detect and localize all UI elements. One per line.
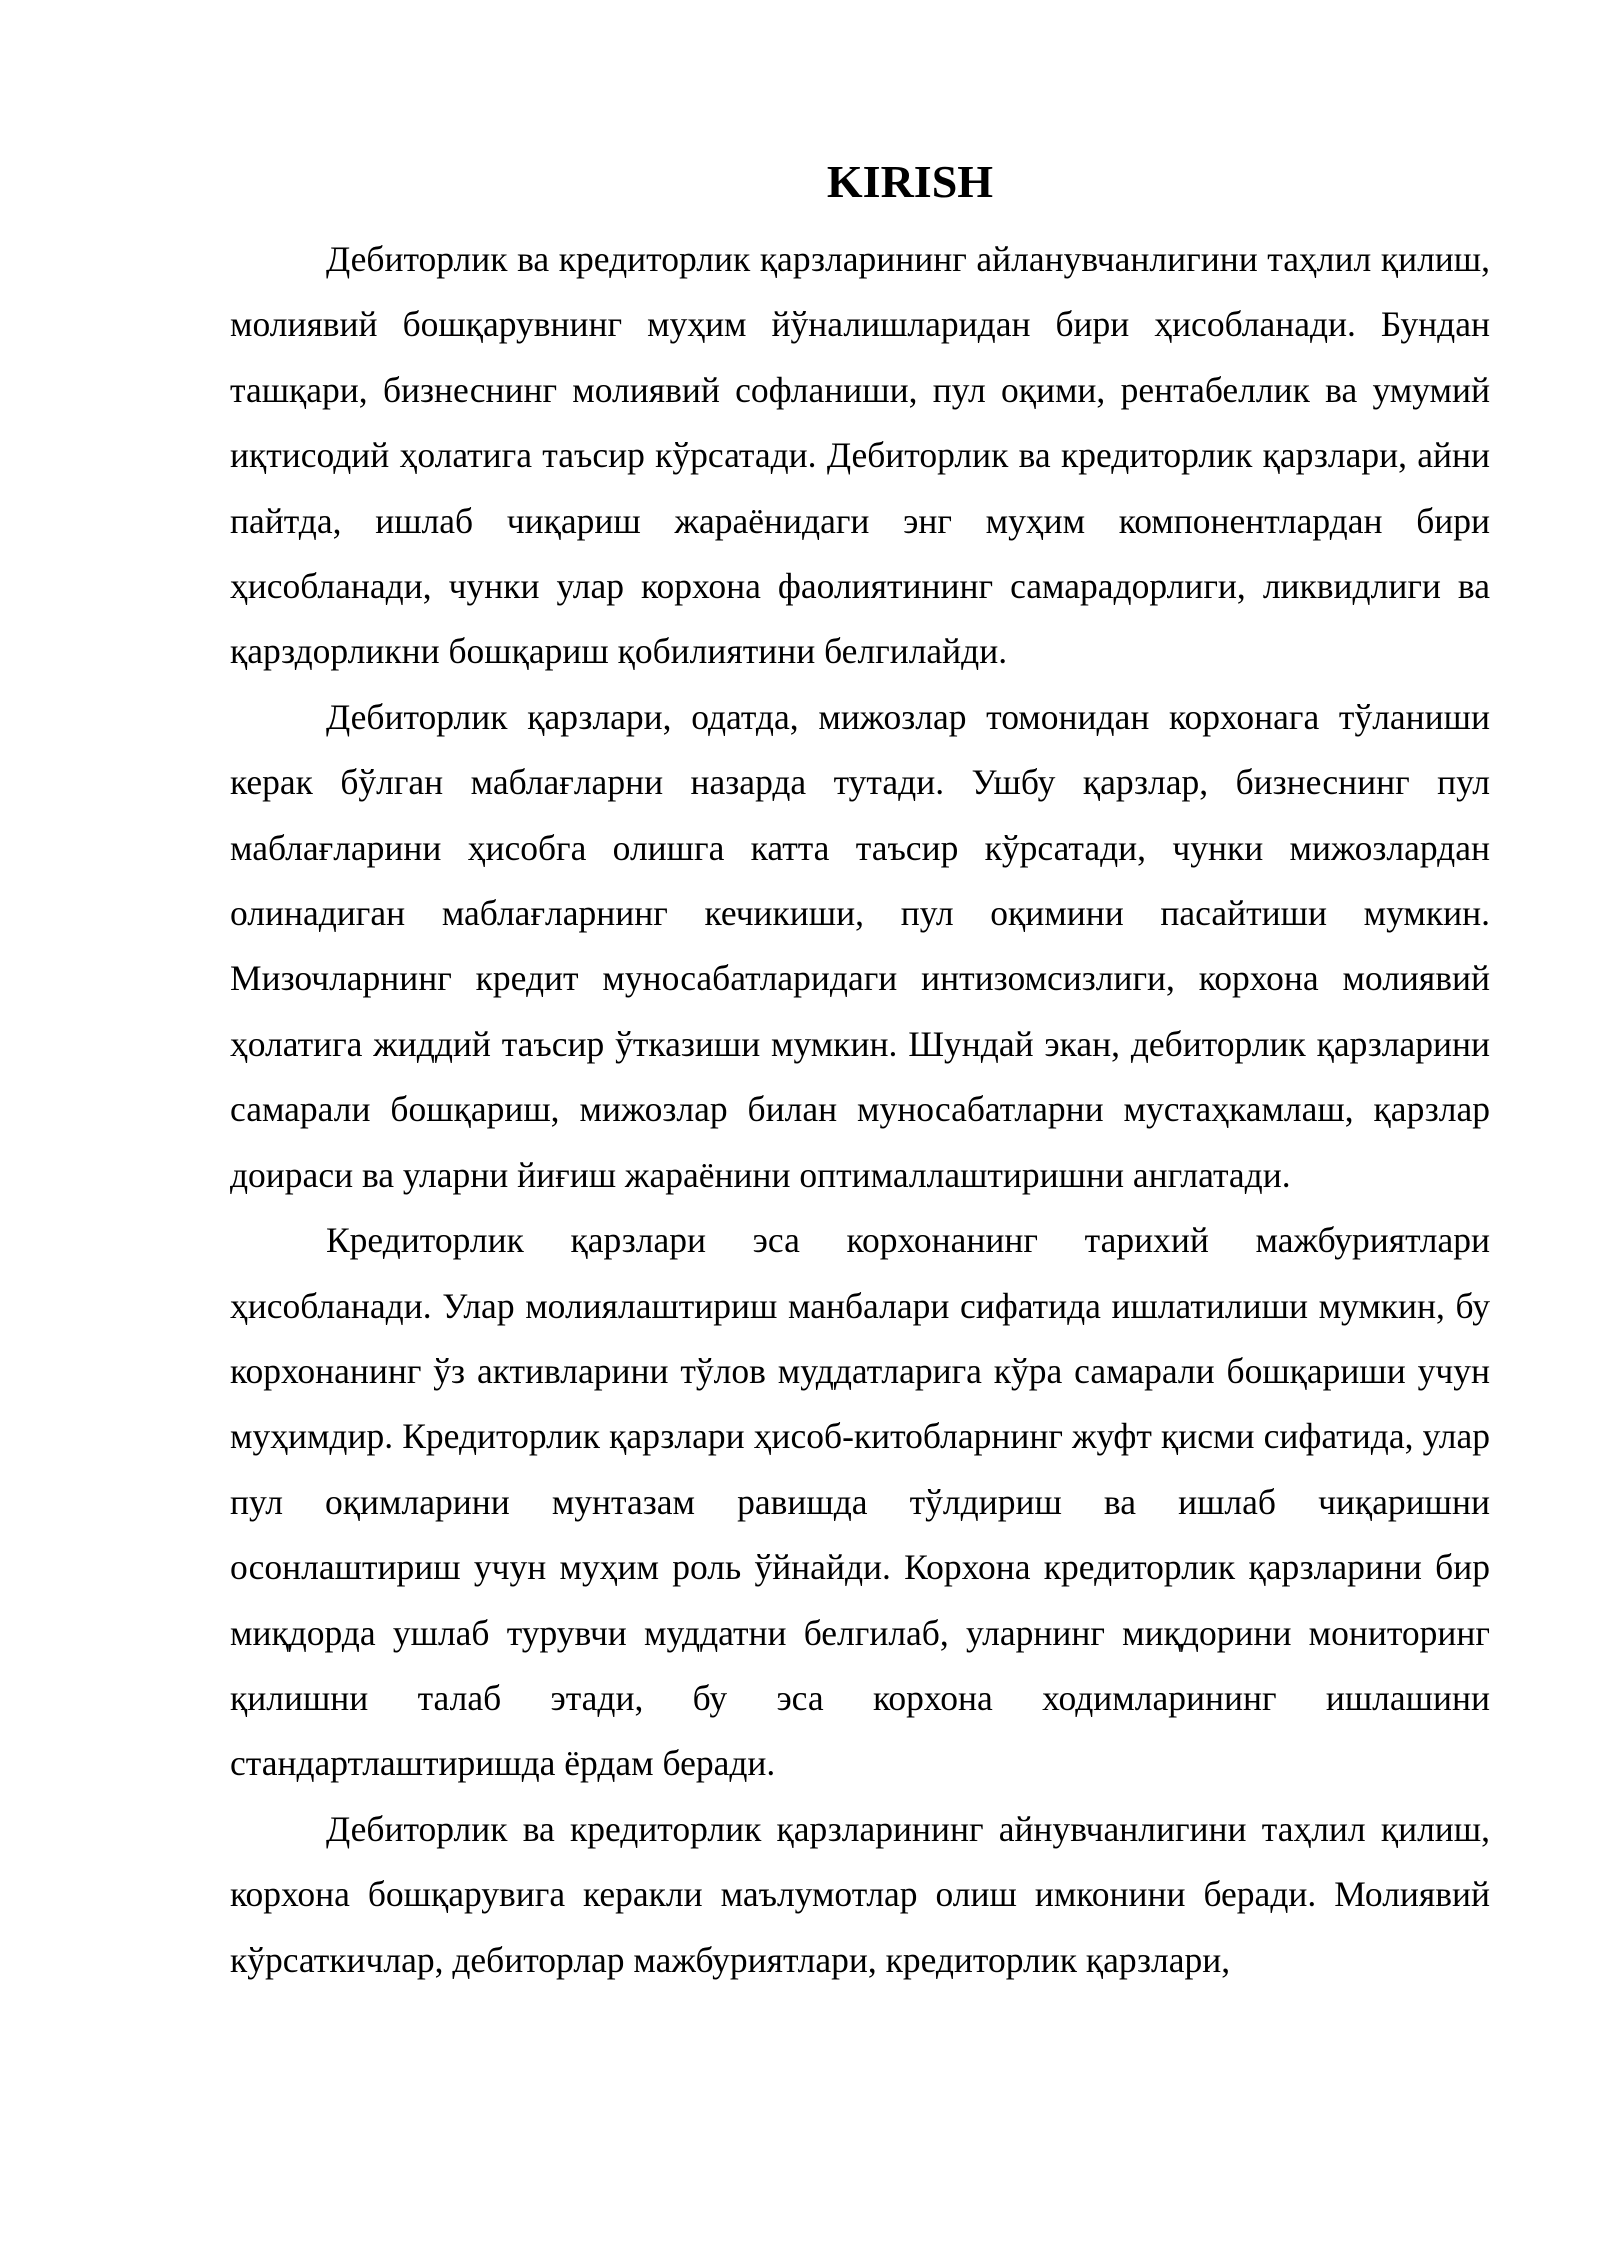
paragraph-4: Дебиторлик ва кредиторлик қарзларининг айнувчанлигини таҳлил қилиш, корхона бошқарувига керакли маълумотлар олиш имконини беради. Молиявий кўрсаткичлар, дебиторлар мажбуриятлари, кредиторлик қарзлари,: [230, 1808, 1490, 1980]
paragraph-2: Дебиторлик қарзлари, одатда, мижозлар томонидан корхонага тўланиши керак бўлган маблағларни назарда тутади. Ушбу қарзлар, бизнеснинг пул маблағларини ҳисобга олишга катта таъсир кўрсатади, чунки мижозлардан олинадиган маблағларнинг кечикиши, пул оқимини пасайтиши мумкин. Мизочларнинг кредит муносабатларидаги интизомсизлиги, корхона молиявий ҳолатига жиддий таъсир ўтказиши мумкин. Шундай экан, дебиторлик қарзларини самарали бошқариш, мижозлар билан муносабатларни мустаҳкамлаш, қарзлар доираси ва уларни йиғиш жараёнини оптималлаштиришни англатади.: [230, 696, 1490, 1195]
paragraph-1: Дебиторлик ва кредиторлик қарзларининг айланувчанлигини таҳлил қилиш, молиявий бошқарувнинг муҳим йўналишларидан бири ҳисобланади. Бундан ташқари, бизнеснинг молиявий софланиши, пул оқими, рентабеллик ва умумий иқтисодий ҳолатига таъсир кўрсатади. Дебиторлик ва кредиторлик қарзлари, айни пайтда, ишлаб чиқариш жараёнидаги энг муҳим компонентлардан бири ҳисобланади, чунки улар корхона фаолиятининг самарадорлиги, ликвидлиги ва қарздорликни бошқариш қобилиятини белгилайди.: [230, 239, 1490, 672]
paragraph-3: Кредиторлик қарзлари эса корхонанинг тарихий мажбуриятлари ҳисобланади. Улар молиялаштириш манбалари сифатида ишлатилиши мумкин, бу корхонанинг ўз активларини тўлов муддатларига кўра самарали бошқариши учун муҳимдир. Кредиторлик қарзлари ҳисоб-китобларнинг жуфт қисми сифатида, улар пул оқимларини мунтазам равишда тўлдириш ва ишлаб чиқаришни осонлаштириш учун муҳим роль ўйнайди. Корхона кредиторлик қарзларини бир миқдорда ушлаб турувчи муддатни белгилаб, уларнинг миқдорини мониторинг қилишни талаб этади, бу эса корхона ходимларининг ишлашини стандартлаштиришда ёрдам беради.: [230, 1220, 1490, 1784]
document-body: [230, 227, 1490, 1993]
page-title: KIRISH: [826, 156, 994, 207]
